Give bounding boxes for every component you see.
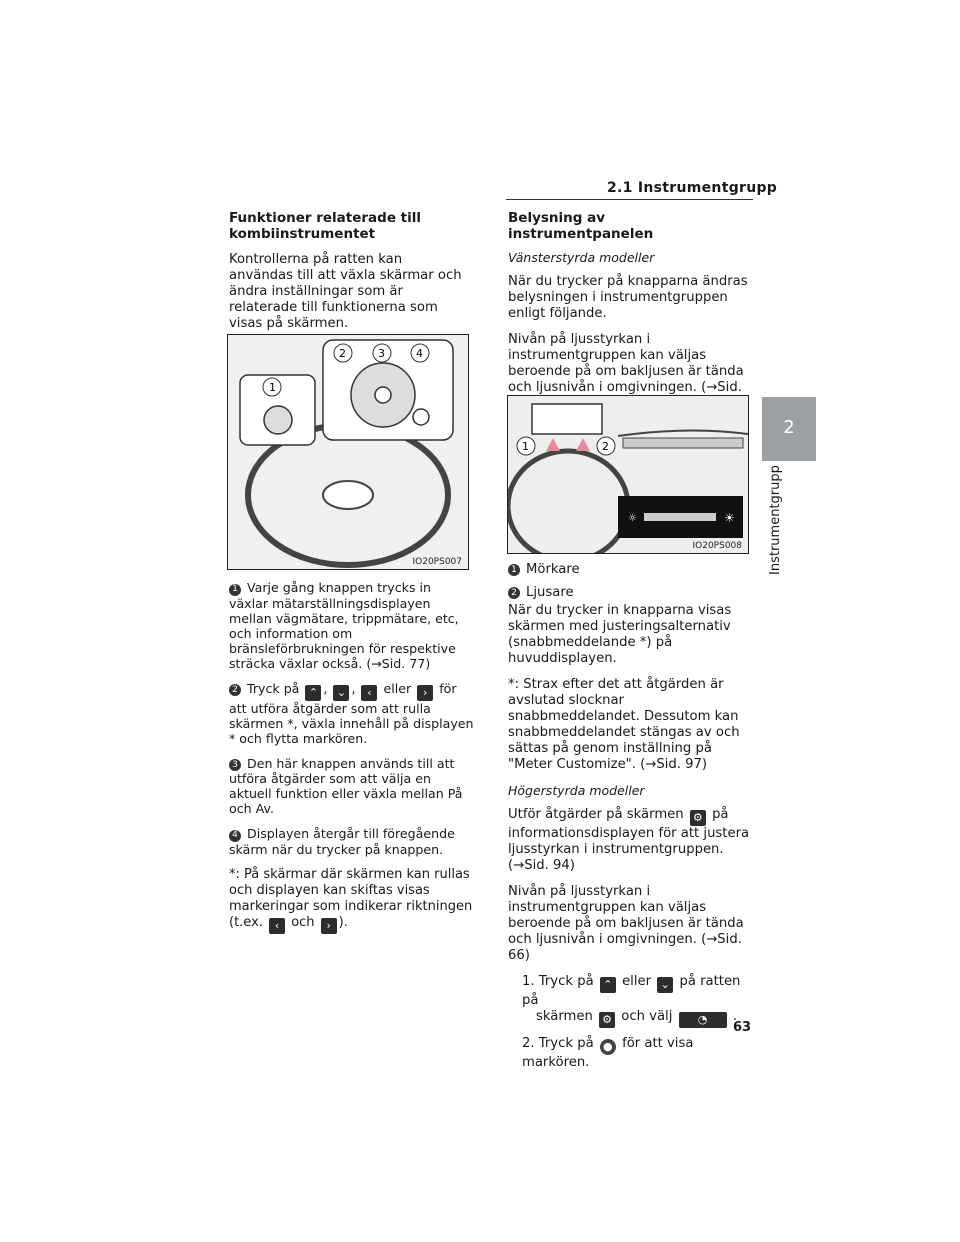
figure-code: IO20PS007 [412, 557, 462, 567]
chapter-label-wrap [765, 463, 787, 613]
meter-brightness-icon: ◔ [679, 1012, 727, 1028]
item-text: Varje gång knappen trycks in växlar mätarställningsdisplayen mellan vägmätare, trippmätare, etc, och information om bränsleförbrukningen för respektive sträcka växlar också. (→Sid. 77) [229, 580, 459, 671]
item-number: 4 [229, 830, 241, 842]
svg-text:☼: ☼ [628, 513, 637, 524]
step1-c: på ratten på [522, 974, 741, 1008]
item-or: eller [383, 680, 412, 696]
right-column-top [508, 210, 753, 422]
item-number: 3 [229, 759, 241, 771]
page-number: 63 [733, 1020, 752, 1035]
lhd-label: Vänsterstyrda modeller [508, 250, 655, 265]
step1-e: och välj [621, 1009, 673, 1024]
chevron-up-icon: ⌃ [305, 685, 321, 701]
left-item-4 [229, 826, 474, 857]
right-p2: Nivån på ljusstyrkan i instrumentgruppen kan väljas beroende på om bakljusen är tända och ljusnivån i omgivningen. (→Sid. [508, 332, 744, 395]
svg-text:3: 3 [378, 347, 385, 360]
header-rule [506, 199, 753, 200]
item-sep: , [351, 680, 356, 696]
item-text: Ljusare [526, 585, 574, 600]
chapter-number: 2 [783, 417, 795, 438]
left-item-3 [229, 756, 474, 817]
chapter-tab [762, 397, 816, 461]
item-text: Displayen återgår till föregående skärm när du trycker på knappen. [229, 826, 455, 857]
steering-wheel-figure [227, 334, 469, 570]
chevron-left-icon: ‹ [269, 918, 285, 934]
item-number: 2 [229, 684, 241, 696]
item-number: 1 [229, 584, 241, 596]
item-number: 1 [508, 564, 520, 576]
right-p5 [508, 807, 753, 874]
section-header: 2.1 Instrumentgrupp [607, 180, 778, 196]
figure-code: IO20PS008 [692, 541, 742, 551]
right-item-2 [508, 585, 753, 601]
steering-wheel-illustration [228, 335, 468, 569]
right-p3: När du trycker in knapparna visas skärmen med justeringsalternativ (snabbmeddelande *) på huvuddisplayen. [508, 603, 732, 666]
right-heading: Belysning av instrumentpanelen [508, 210, 654, 242]
step1-d: skärmen [536, 1009, 593, 1024]
chevron-down-icon: ⌄ [657, 977, 673, 993]
dashboard-illustration [508, 396, 748, 553]
svg-text:2: 2 [339, 347, 346, 360]
settings-icon: ⚙ [690, 810, 706, 826]
left-footnote [229, 867, 474, 934]
footnote-pre: *: På skärmar där skärmen kan rullas och displayen kan skiftas visas markeringar som indikerar riktningen (t.ex. [229, 866, 473, 930]
left-items [229, 580, 474, 944]
chevron-down-icon: ⌄ [333, 685, 349, 701]
chevron-up-icon: ⌃ [600, 977, 616, 993]
enter-button-icon: ● [600, 1039, 616, 1055]
left-item-1 [229, 580, 474, 671]
left-column [229, 210, 469, 342]
item-sep: , [323, 680, 328, 696]
step2-b: för att visa markören. [522, 1036, 694, 1070]
right-p1: När du trycker på knapparna ändras belysningen i instrumentgruppen enligt följande. [508, 274, 748, 321]
chevron-right-icon: › [417, 685, 433, 701]
chevron-right-icon: › [321, 918, 337, 934]
step2-a: 2. Tryck på [522, 1036, 594, 1051]
step-2 [508, 1036, 753, 1071]
item-text: Mörkare [526, 562, 580, 577]
chapter-label: Instrumentgrupp [768, 465, 783, 575]
item-text: Den här knappen används till att utföra åtgärder som att välja en aktuell funktion eller växla mellan På och Av. [229, 755, 463, 816]
right-item-1 [508, 562, 753, 578]
step1-a: 1. Tryck på [522, 974, 594, 989]
item-pre: Tryck på [247, 680, 300, 696]
chevron-left-icon: ‹ [361, 685, 377, 701]
left-item-2 [229, 681, 474, 746]
svg-text:☀: ☀ [724, 511, 735, 525]
right-p4: *: Strax efter det att åtgärden är avslutad slocknar snabbmeddelandet. Dessutom kan snabbmeddelandet stängas av och sättas på genom inställning på "Meter Customize". (→Sid. 97) [508, 677, 740, 772]
step1-b: eller [622, 974, 652, 989]
svg-text:4: 4 [416, 347, 423, 360]
rhd-label: Högerstyrda modeller [508, 783, 645, 798]
p5-post: på informationsdisplayen för att justera ljusstyrkan i instrumentgruppen. (→Sid. 94) [508, 807, 750, 873]
footnote-end: ). [338, 914, 348, 930]
svg-text:2: 2 [602, 440, 609, 453]
left-heading: Funktioner relaterade till kombiinstrumentet [229, 210, 422, 242]
footnote-and: och [291, 914, 315, 930]
dashboard-figure [507, 395, 749, 554]
right-column-bottom [508, 562, 753, 1079]
item-post: för att utföra åtgärder som att rulla skärmen *, växla innehåll på displayen * och flytta markören. [229, 680, 474, 746]
svg-text:1: 1 [522, 440, 529, 453]
svg-text:1: 1 [269, 381, 276, 394]
left-intro: Kontrollerna på ratten kan användas till att växla skärmar och ändra inställningar som är relaterade till funktionerna som visas på skärmen. [229, 252, 462, 331]
p5-pre: Utför åtgärder på skärmen [508, 807, 684, 822]
settings-icon: ⚙ [599, 1012, 615, 1028]
step-1: 1. Tryck på ⌃ eller ⌄ på ratten på skärmen ⚙ och välj ◔ . [522, 974, 741, 1026]
item-number: 2 [508, 587, 520, 599]
right-p6: Nivån på ljusstyrkan i instrumentgruppen kan väljas beroende på om bakljusen är tända och ljusnivån i omgivningen. (→Sid. 66) [508, 884, 744, 963]
